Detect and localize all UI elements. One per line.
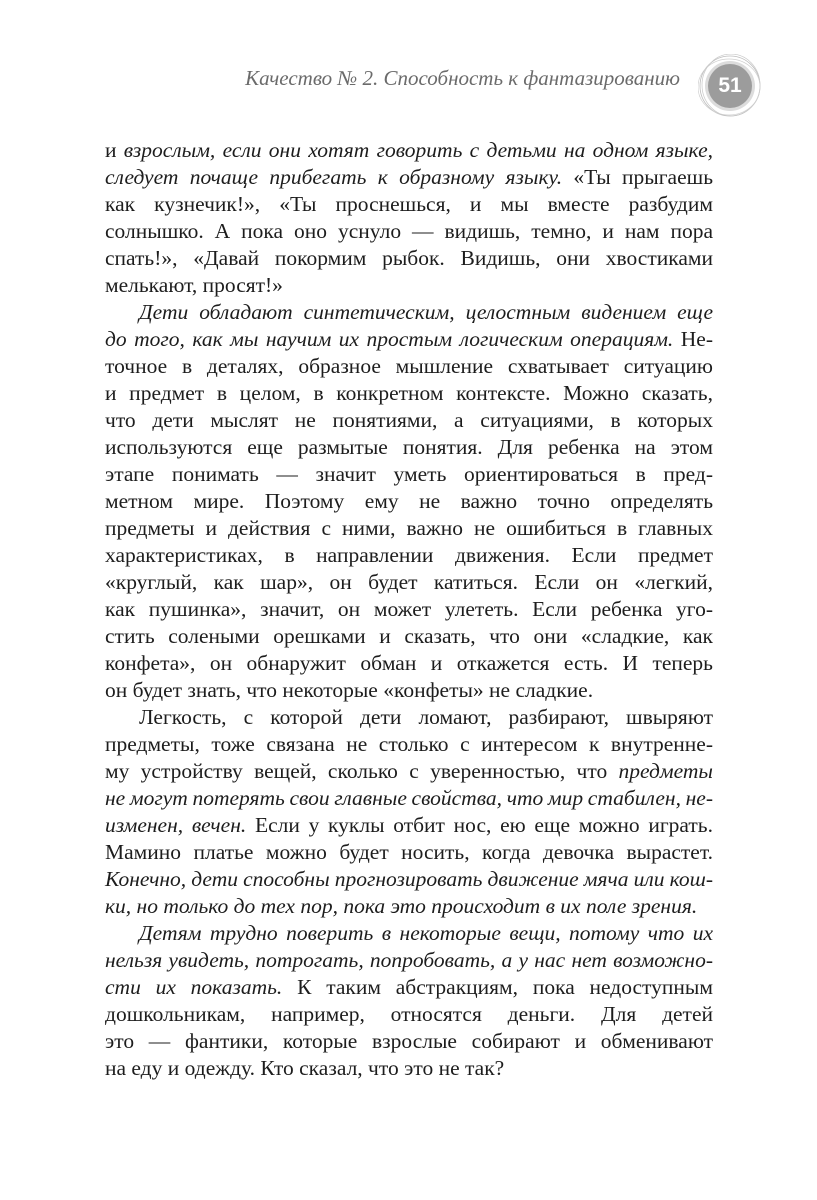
text-line <box>105 137 713 164</box>
text: му устройству вещей, сколько с уверенностью, что <box>105 759 619 783</box>
italic-text: взрослым, если они хотят говорить с детьми на одном языке, <box>123 138 713 162</box>
italic-text: ки, но только до тех пор, пока это происходит в их поле зрения. <box>105 894 698 918</box>
text: Легкость, с которой дети ломают, разбирают, швыряют <box>139 705 713 729</box>
text-line <box>105 785 713 812</box>
italic-text: Детям трудно поверить в некоторые вещи, потому что их <box>139 921 713 945</box>
text: К таким абстракциям, пока недоступным <box>282 975 713 999</box>
text: конфета», он обнаружит обман и откажется есть. И теперь <box>105 651 713 675</box>
paragraph <box>105 704 713 920</box>
text-line <box>105 515 713 542</box>
italic-text: нельзя увидеть, потрогать, попробовать, а у нас нет возможно- <box>105 948 713 972</box>
text: спать!», «Давай покормим рыбок. Видишь, они хвостиками <box>105 246 713 270</box>
text-line <box>105 677 713 704</box>
paragraph <box>105 137 713 299</box>
italic-text: до того, как мы научим их простым логическим операциям. <box>105 327 674 351</box>
text: «круглый, как шар», он будет катиться. Если он «легкий, <box>105 570 713 594</box>
italic-text: не могут потерять свои главные свойства, что мир стабилен, не- <box>105 786 713 810</box>
text-line <box>105 407 713 434</box>
running-head: Качество № 2. Способность к фантазированию <box>245 66 680 90</box>
text: предметы, тоже связана не столько с интересом к внутренне- <box>105 732 713 756</box>
text-line <box>105 596 713 623</box>
text-line <box>105 1028 713 1055</box>
italic-text: следует почаще прибегать к образному языку. <box>105 165 563 189</box>
text: метном мире. Поэтому ему не важно точно определять <box>105 489 713 513</box>
text-line <box>105 839 713 866</box>
italic-text: Дети обладают синтетическим, целостным видением еще <box>139 300 713 324</box>
text: как пушинка», значит, он может улететь. Если ребенка уго- <box>105 597 713 621</box>
text: что дети мыслят не понятиями, а ситуациями, в которых <box>105 408 713 432</box>
text-line <box>105 758 713 785</box>
text: стить солеными орешками и сказать, что они «сладкие, как <box>105 624 713 648</box>
text-line <box>105 893 713 920</box>
text-line <box>105 380 713 407</box>
text-line <box>105 299 713 326</box>
text-line <box>105 245 713 272</box>
text: Если у куклы отбит нос, ею еще можно играть. <box>246 813 713 837</box>
text: на еду и одежду. Кто сказал, что это не так? <box>105 1056 505 1080</box>
italic-text: изменен, вечен. <box>105 813 247 837</box>
text-line <box>105 974 713 1001</box>
text: точное в деталях, образное мышление схватывает ситуацию <box>105 354 713 378</box>
text-line <box>105 191 713 218</box>
text: Мамино платье можно будет носить, когда девочка вырастет. <box>105 840 713 864</box>
text-line <box>105 947 713 974</box>
text-line <box>105 623 713 650</box>
text: Не- <box>673 327 713 351</box>
italic-text: предметы <box>618 759 713 783</box>
italic-text: Конечно, дети способны прогнозировать движение мяча или кош- <box>105 867 713 891</box>
paragraph <box>105 299 713 704</box>
text-line <box>105 866 713 893</box>
text: мелькают, просят!» <box>105 273 283 297</box>
text: он будет знать, что некоторые «конфеты» не сладкие. <box>105 678 594 702</box>
text: этапе понимать — значит уметь ориентироваться в пред- <box>105 462 713 486</box>
text-line <box>105 569 713 596</box>
text-line <box>105 434 713 461</box>
text: солнышко. А пока оно уснуло — видишь, темно, и нам пора <box>105 219 713 243</box>
text-line <box>105 1001 713 1028</box>
text-line <box>105 1055 713 1082</box>
text: это — фантики, которые взрослые собирают и обменивают <box>105 1029 713 1053</box>
text: характеристиках, в направлении движения. Если предмет <box>105 543 713 567</box>
text-line <box>105 218 713 245</box>
text-line <box>105 704 713 731</box>
text: и предмет в целом, в конкретном контексте. Можно сказать, <box>105 381 713 405</box>
text: «Ты прыгаешь <box>562 165 713 189</box>
text-line <box>105 461 713 488</box>
text: используются еще размытые понятия. Для ребенка на этом <box>105 435 713 459</box>
text-line <box>105 650 713 677</box>
text-line <box>105 812 713 839</box>
text: как кузнечик!», «Ты проснешься, и мы вместе разбудим <box>105 192 713 216</box>
text-line <box>105 920 713 947</box>
text-line <box>105 353 713 380</box>
body-text <box>105 137 713 1082</box>
text-line <box>105 164 713 191</box>
paragraph <box>105 920 713 1082</box>
text: и <box>105 138 124 162</box>
text-line <box>105 542 713 569</box>
text-line <box>105 731 713 758</box>
text: предметы и действия с ними, важно не ошибиться в главных <box>105 516 713 540</box>
italic-text: сти их показать. <box>105 975 283 999</box>
text-line <box>105 488 713 515</box>
text-line <box>105 272 713 299</box>
text-line <box>105 326 713 353</box>
page-number-badge <box>698 54 762 118</box>
text: дошкольникам, например, относятся деньги. Для детей <box>105 1002 713 1026</box>
page-number: 51 <box>718 74 742 97</box>
